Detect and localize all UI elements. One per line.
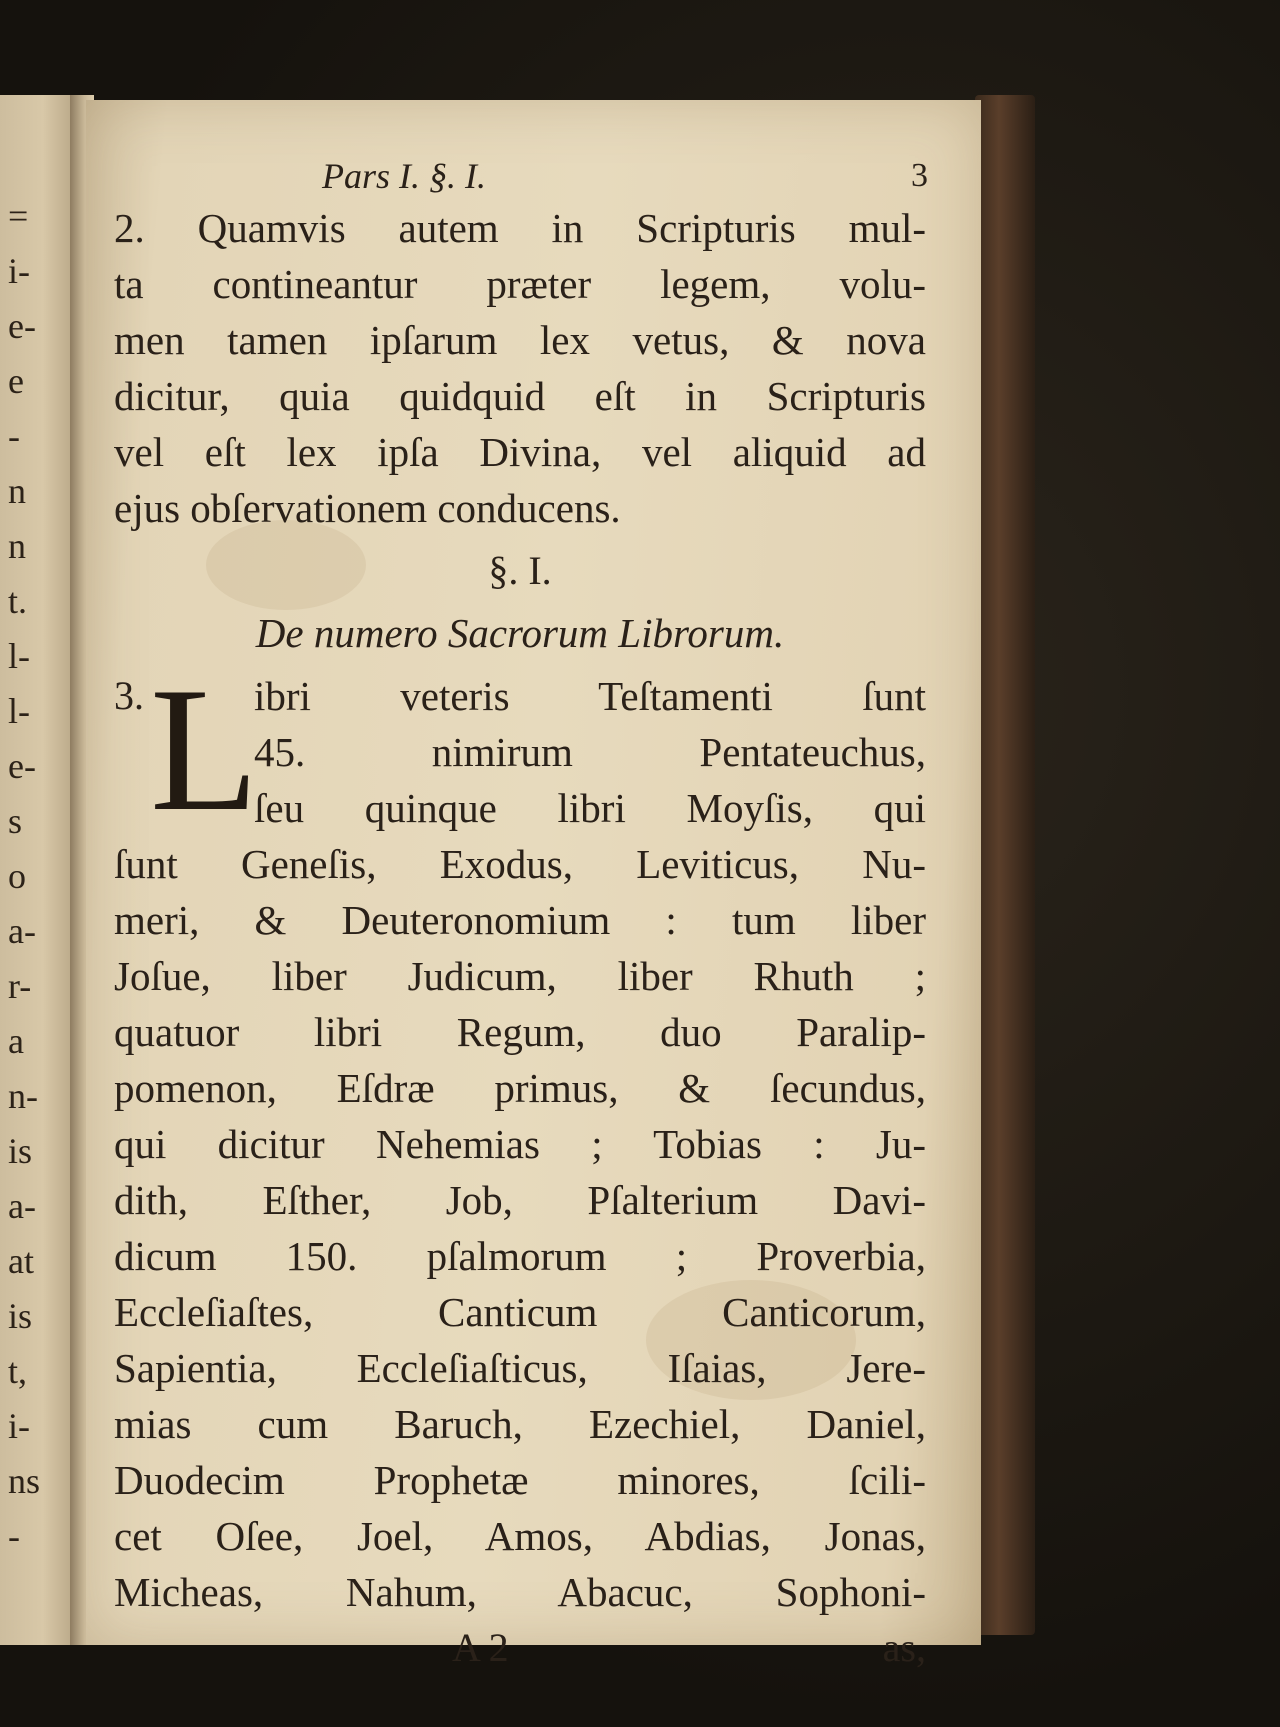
left-page-text-fragment: e- bbox=[8, 306, 36, 346]
text-line: Sapientia, Eccleſiaſticus, Iſaias, Jere- bbox=[114, 1345, 926, 1391]
left-page-text-fragment: l- bbox=[8, 691, 30, 731]
paragraph-number: 3. bbox=[114, 673, 144, 718]
left-page-text-fragment: a bbox=[8, 1021, 24, 1061]
left-page-text-fragment: - bbox=[8, 1516, 20, 1556]
running-head-title: Pars I. §. I. bbox=[322, 156, 486, 196]
left-page bbox=[0, 95, 78, 1645]
paragraph-2 bbox=[114, 200, 926, 536]
text-line: ſunt Geneſis, Exodus, Leviticus, Nu- bbox=[114, 841, 926, 887]
text-line: dith, Eſther, Job, Pſalterium Davi- bbox=[114, 1177, 926, 1223]
signature-mark: A 2 bbox=[452, 1625, 509, 1670]
section-number: §. I. bbox=[488, 548, 552, 593]
left-page-text-fragment: t. bbox=[8, 581, 28, 621]
left-page-text-fragment: e- bbox=[8, 746, 36, 786]
text-line: Duodecim Prophetæ minores, ſcili- bbox=[114, 1457, 926, 1503]
page-text bbox=[114, 148, 926, 1676]
text-line: vel eſt lex ipſa Divina, vel aliquid ad bbox=[114, 429, 926, 475]
text-line: ibri veteris Teſtamenti ſunt bbox=[254, 673, 926, 719]
left-page-text-fragment: r- bbox=[8, 966, 32, 1006]
left-page-text-fragment: i- bbox=[8, 1406, 30, 1446]
left-page-text-fragment: a- bbox=[8, 911, 36, 951]
left-page-text-fragment: n- bbox=[8, 1076, 38, 1116]
text-line: 45. nimirum Pentateuchus, bbox=[254, 729, 926, 775]
left-page-text-fragment: o bbox=[8, 856, 26, 896]
left-page-text-fragment: ns bbox=[8, 1461, 41, 1501]
text-line: cet Oſee, Joel, Amos, Abdias, Jonas, bbox=[114, 1513, 926, 1559]
text-line: pomenon, Eſdræ primus, & ſecundus, bbox=[114, 1065, 926, 1111]
text-line: Eccleſiaſtes, Canticum Canticorum, bbox=[114, 1289, 926, 1335]
book-cover-edge bbox=[975, 95, 1035, 1635]
text-line: ejus obſervationem conducens. bbox=[114, 485, 621, 531]
text-line: mias cum Baruch, Ezechiel, Daniel, bbox=[114, 1401, 926, 1447]
text-line: ſeu quinque libri Moyſis, qui bbox=[254, 785, 926, 831]
left-page-text-fragment: e bbox=[8, 361, 24, 401]
text-line: men tamen ipſarum lex vetus, & nova bbox=[114, 317, 926, 363]
text-line: quatuor libri Regum, duo Paralip- bbox=[114, 1009, 926, 1055]
left-page-text-fragment: i- bbox=[8, 251, 30, 291]
paragraph-3-opening bbox=[114, 650, 926, 848]
running-head bbox=[114, 148, 926, 200]
page-footer bbox=[114, 1620, 926, 1676]
text-line: dicum 150. pſalmorum ; Proverbia, bbox=[114, 1233, 926, 1279]
left-page-text-fragment: is bbox=[8, 1131, 33, 1171]
left-page-text-fragment: l- bbox=[8, 636, 30, 676]
right-page bbox=[86, 100, 981, 1670]
text-line: 2. Quamvis autem in Scripturis mul- bbox=[114, 205, 926, 251]
left-page-text-fragment: - bbox=[8, 416, 20, 456]
text-line: dicitur, quia quidquid eſt in Scripturis bbox=[114, 373, 926, 419]
left-page-text-fragment: is bbox=[8, 1296, 33, 1336]
drop-cap-initial: L bbox=[150, 650, 259, 848]
page-number: 3 bbox=[911, 157, 928, 194]
left-page-text-fragment: n bbox=[8, 526, 26, 566]
left-page-text-fragment: a- bbox=[8, 1186, 36, 1226]
left-page-text-fragment: s bbox=[8, 801, 23, 841]
text-line: meri, & Deuteronomium : tum liber bbox=[114, 897, 926, 943]
left-page-text-fragment: n bbox=[8, 471, 26, 511]
catchword: as, bbox=[882, 1625, 926, 1670]
paragraph-3 bbox=[114, 836, 926, 1620]
text-line: qui dicitur Nehemias ; Tobias : Ju- bbox=[114, 1121, 926, 1167]
left-page-text-fragment: t, bbox=[8, 1351, 28, 1391]
left-page-text-fragment: = bbox=[8, 196, 29, 236]
section-title: De numero Sacrorum Librorum. bbox=[255, 610, 785, 656]
text-line: Joſue, liber Judicum, liber Rhuth ; bbox=[114, 953, 926, 999]
left-page-text-fragment: at bbox=[8, 1241, 34, 1281]
text-line: ta contineantur præter legem, volu- bbox=[114, 261, 926, 307]
text-line: Micheas, Nahum, Abacuc, Sophoni- bbox=[114, 1569, 926, 1615]
